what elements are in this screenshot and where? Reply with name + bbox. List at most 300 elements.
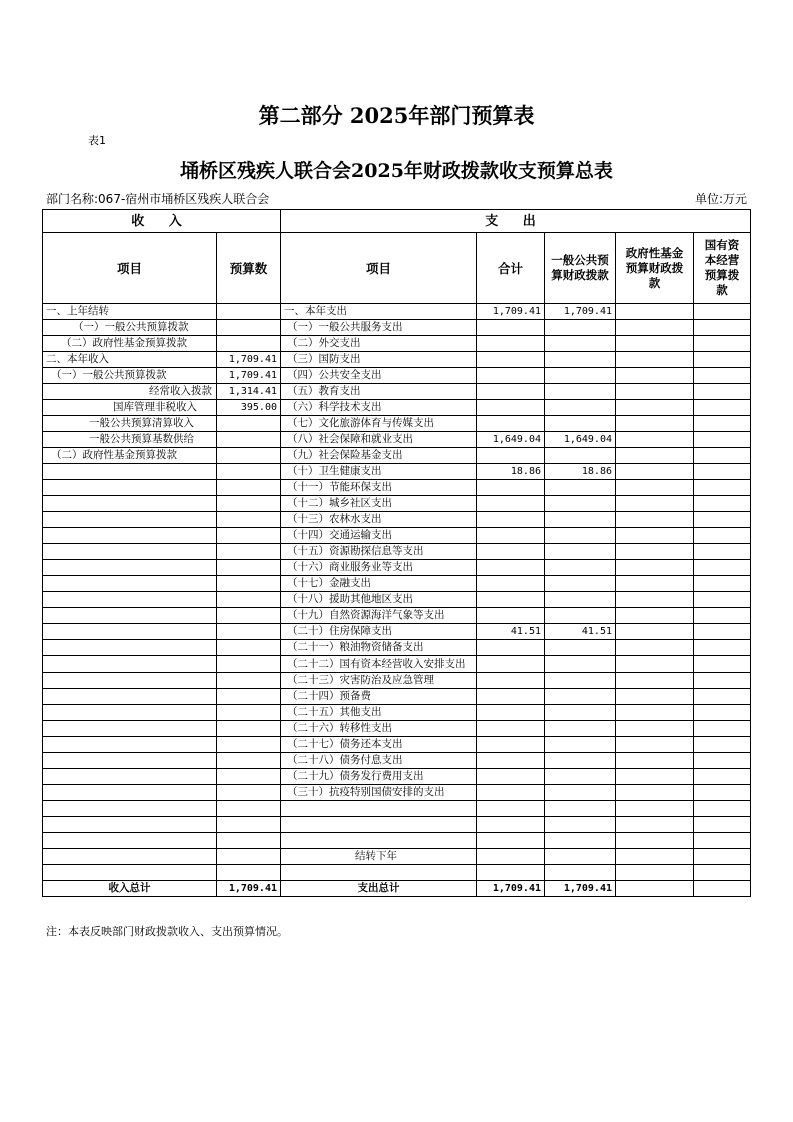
expense-item-cell: （十八）援助其他地区支出 xyxy=(281,592,477,608)
table-row xyxy=(43,544,751,560)
income-item-cell xyxy=(43,608,217,624)
fund-budget-cell xyxy=(616,833,694,849)
income-total-label: 收入总计 xyxy=(43,881,217,897)
table-row xyxy=(43,656,751,673)
income-item-cell: 一、上年结转 xyxy=(43,304,217,320)
expense-item-cell: （二十三）灾害防治及应急管理 xyxy=(281,673,477,689)
fund-budget-cell xyxy=(616,560,694,576)
state-capital-cell xyxy=(694,528,751,544)
income-value-cell xyxy=(217,560,281,576)
expense-total-cell xyxy=(477,608,545,624)
state-capital-cell xyxy=(694,384,751,400)
expense-total-cell xyxy=(477,673,545,689)
expense-item-cell xyxy=(281,801,477,817)
expense-total-cell xyxy=(477,320,545,336)
fund-budget-cell xyxy=(616,592,694,608)
general-budget-cell xyxy=(545,833,616,849)
income-group-header: 收 入 xyxy=(43,210,281,233)
general-budget-cell xyxy=(545,656,616,673)
expense-item-cell xyxy=(281,865,477,881)
part-title: 第二部分 2025年部门预算表 xyxy=(258,103,535,128)
fund-budget-cell xyxy=(616,416,694,432)
income-item-cell: 二、本年收入 xyxy=(43,352,217,368)
fund-budget-cell xyxy=(616,384,694,400)
expense-item-cell: （三十）抗疫特别国债安排的支出 xyxy=(281,785,477,801)
fund-budget-cell xyxy=(616,400,694,416)
table-row xyxy=(43,608,751,624)
general-budget-cell xyxy=(545,817,616,833)
state-capital-cell xyxy=(694,416,751,432)
general-budget-header: 一般公共预算财政拨款 xyxy=(545,233,616,304)
total-row xyxy=(43,881,751,897)
general-budget-cell xyxy=(545,849,616,865)
fund-budget-header: 政府性基金预算财政拨款 xyxy=(616,233,694,304)
fund-budget-cell xyxy=(616,817,694,833)
income-item-cell xyxy=(43,576,217,592)
state-capital-cell xyxy=(694,753,751,769)
general-budget-cell xyxy=(545,560,616,576)
income-budget-header: 预算数 xyxy=(217,233,281,304)
fund-budget-cell xyxy=(616,576,694,592)
table-row xyxy=(43,705,751,721)
income-value-cell xyxy=(217,432,281,448)
fund-budget-cell xyxy=(616,769,694,785)
expense-total-cell xyxy=(477,480,545,496)
department-name: 部门名称:067-宿州市埇桥区残疾人联合会 xyxy=(46,192,270,206)
income-value-cell: 395.00 xyxy=(217,400,281,416)
expense-item-cell: （十九）自然资源海洋气象等支出 xyxy=(281,608,477,624)
income-value-cell xyxy=(217,737,281,753)
expense-item-cell: （十六）商业服务业等支出 xyxy=(281,560,477,576)
table-row xyxy=(43,352,751,368)
income-item-cell: （一）一般公共预算拨款 xyxy=(43,368,217,384)
income-item-cell xyxy=(43,512,217,528)
expense-item-cell: （十二）城乡社区支出 xyxy=(281,496,477,512)
expense-total-value: 1,709.41 xyxy=(477,881,545,897)
state-capital-cell xyxy=(694,673,751,689)
state-total-value xyxy=(694,881,751,897)
income-value-cell xyxy=(217,721,281,737)
fund-budget-cell xyxy=(616,785,694,801)
income-value-cell xyxy=(217,849,281,865)
state-capital-cell xyxy=(694,544,751,560)
expense-item-cell xyxy=(281,817,477,833)
income-value-cell: 1,314.41 xyxy=(217,384,281,400)
fund-budget-cell xyxy=(616,544,694,560)
table-row xyxy=(43,865,751,881)
expense-item-header: 项目 xyxy=(281,233,477,304)
state-capital-cell xyxy=(694,624,751,640)
state-capital-cell xyxy=(694,304,751,320)
income-value-cell xyxy=(217,544,281,560)
income-item-cell xyxy=(43,769,217,785)
expense-total-cell xyxy=(477,785,545,801)
expense-total-cell xyxy=(477,656,545,673)
state-capital-cell xyxy=(694,448,751,464)
income-item-cell: 经常收入拨款 xyxy=(43,384,217,400)
state-capital-cell xyxy=(694,656,751,673)
table-row xyxy=(43,304,751,320)
general-budget-cell xyxy=(545,352,616,368)
income-item-cell xyxy=(43,705,217,721)
income-total-value: 1,709.41 xyxy=(217,881,281,897)
table-row xyxy=(43,689,751,705)
expense-item-cell: （十四）交通运输支出 xyxy=(281,528,477,544)
expense-total-cell xyxy=(477,769,545,785)
expense-item-cell: （二十一）粮油物资储备支出 xyxy=(281,640,477,656)
general-budget-cell xyxy=(545,753,616,769)
expense-total-cell xyxy=(477,368,545,384)
table-row xyxy=(43,801,751,817)
fund-budget-cell xyxy=(616,304,694,320)
expense-total-cell xyxy=(477,400,545,416)
expense-total-cell xyxy=(477,496,545,512)
fund-budget-cell xyxy=(616,705,694,721)
income-item-cell xyxy=(43,753,217,769)
state-capital-cell xyxy=(694,480,751,496)
expense-total-cell xyxy=(477,865,545,881)
general-budget-cell xyxy=(545,865,616,881)
table-row xyxy=(43,480,751,496)
table-row xyxy=(43,384,751,400)
income-item-cell xyxy=(43,865,217,881)
income-value-cell xyxy=(217,320,281,336)
budget-table xyxy=(42,209,751,897)
income-value-cell xyxy=(217,416,281,432)
state-capital-cell xyxy=(694,833,751,849)
table-row xyxy=(43,512,751,528)
general-budget-cell xyxy=(545,640,616,656)
expense-item-cell: （二十六）转移性支出 xyxy=(281,721,477,737)
fund-total-value xyxy=(616,881,694,897)
fund-budget-cell xyxy=(616,528,694,544)
income-item-cell xyxy=(43,673,217,689)
fund-budget-cell xyxy=(616,737,694,753)
expense-item-cell: （七）文化旅游体育与传媒支出 xyxy=(281,416,477,432)
expense-total-cell xyxy=(477,416,545,432)
expense-total-cell: 1,709.41 xyxy=(477,304,545,320)
table-row xyxy=(43,448,751,464)
state-capital-cell xyxy=(694,865,751,881)
state-capital-cell xyxy=(694,336,751,352)
fund-budget-cell xyxy=(616,480,694,496)
table-body xyxy=(43,304,751,881)
expense-item-cell: （十五）资源勘探信息等支出 xyxy=(281,544,477,560)
income-item-cell xyxy=(43,833,217,849)
state-capital-cell xyxy=(694,464,751,480)
table-row xyxy=(43,320,751,336)
table-row xyxy=(43,753,751,769)
general-budget-cell xyxy=(545,785,616,801)
expense-item-cell xyxy=(281,833,477,849)
state-capital-header: 国有资本经营预算拨款 xyxy=(694,233,751,304)
fund-budget-cell xyxy=(616,801,694,817)
income-item-cell: 一般公共预算清算收入 xyxy=(43,416,217,432)
general-budget-cell xyxy=(545,592,616,608)
table-row xyxy=(43,400,751,416)
state-capital-cell xyxy=(694,737,751,753)
income-item-cell xyxy=(43,737,217,753)
income-value-cell: 1,709.41 xyxy=(217,368,281,384)
state-capital-cell xyxy=(694,496,751,512)
state-capital-cell xyxy=(694,368,751,384)
income-value-cell xyxy=(217,865,281,881)
general-budget-cell xyxy=(545,689,616,705)
expense-total-cell xyxy=(477,592,545,608)
expense-item-cell: 结转下年 xyxy=(281,849,477,865)
income-item-cell xyxy=(43,464,217,480)
general-budget-cell xyxy=(545,673,616,689)
fund-budget-cell xyxy=(616,512,694,528)
fund-budget-cell xyxy=(616,640,694,656)
income-value-cell xyxy=(217,689,281,705)
income-item-cell xyxy=(43,624,217,640)
income-value-cell xyxy=(217,705,281,721)
fund-budget-cell xyxy=(616,432,694,448)
expense-item-cell: （四）公共安全支出 xyxy=(281,368,477,384)
expense-total-cell: 1,649.04 xyxy=(477,432,545,448)
general-budget-cell xyxy=(545,320,616,336)
state-capital-cell xyxy=(694,817,751,833)
table-row xyxy=(43,785,751,801)
fund-budget-cell xyxy=(616,721,694,737)
general-budget-cell xyxy=(545,528,616,544)
expense-item-cell: （八）社会保障和就业支出 xyxy=(281,432,477,448)
general-budget-cell xyxy=(545,368,616,384)
income-value-cell xyxy=(217,448,281,464)
expense-total-cell xyxy=(477,849,545,865)
general-budget-cell xyxy=(545,384,616,400)
income-item-cell xyxy=(43,656,217,673)
expense-total-cell xyxy=(477,544,545,560)
expense-total-cell xyxy=(477,560,545,576)
table-row xyxy=(43,592,751,608)
table-row xyxy=(43,849,751,865)
general-budget-cell xyxy=(545,737,616,753)
fund-budget-cell xyxy=(616,656,694,673)
fund-budget-cell xyxy=(616,689,694,705)
income-value-cell xyxy=(217,817,281,833)
state-capital-cell xyxy=(694,689,751,705)
state-capital-cell xyxy=(694,432,751,448)
expense-total-cell xyxy=(477,352,545,368)
fund-budget-cell xyxy=(616,849,694,865)
expense-item-cell: （九）社会保险基金支出 xyxy=(281,448,477,464)
expense-total-cell xyxy=(477,705,545,721)
income-value-cell xyxy=(217,480,281,496)
expense-total-cell xyxy=(477,448,545,464)
income-item-cell xyxy=(43,785,217,801)
fund-budget-cell xyxy=(616,448,694,464)
table-row xyxy=(43,336,751,352)
expense-item-cell: （三）国防支出 xyxy=(281,352,477,368)
fund-budget-cell xyxy=(616,336,694,352)
income-item-cell xyxy=(43,721,217,737)
state-capital-cell xyxy=(694,352,751,368)
state-capital-cell xyxy=(694,400,751,416)
fund-budget-cell xyxy=(616,673,694,689)
expense-item-cell: （十七）金融支出 xyxy=(281,576,477,592)
general-budget-cell xyxy=(545,480,616,496)
expense-total-cell xyxy=(477,576,545,592)
general-budget-cell xyxy=(545,416,616,432)
general-budget-cell xyxy=(545,496,616,512)
income-value-cell xyxy=(217,656,281,673)
state-capital-cell xyxy=(694,849,751,865)
income-item-cell xyxy=(43,528,217,544)
fund-budget-cell xyxy=(616,320,694,336)
general-budget-cell: 1,649.04 xyxy=(545,432,616,448)
expense-total-cell: 41.51 xyxy=(477,624,545,640)
fund-budget-cell xyxy=(616,496,694,512)
income-value-cell xyxy=(217,464,281,480)
expense-total-cell xyxy=(477,833,545,849)
expense-group-header: 支 出 xyxy=(281,210,751,233)
expense-total-cell xyxy=(477,689,545,705)
table-row xyxy=(43,673,751,689)
general-budget-cell xyxy=(545,721,616,737)
income-value-cell xyxy=(217,753,281,769)
general-budget-cell xyxy=(545,769,616,785)
general-budget-cell xyxy=(545,608,616,624)
fund-budget-cell xyxy=(616,753,694,769)
footnote: 注：本表反映部门财政拨款收入、支出预算情况。 xyxy=(46,925,288,938)
income-item-cell xyxy=(43,560,217,576)
expense-total-cell xyxy=(477,721,545,737)
general-budget-cell xyxy=(545,448,616,464)
income-item-cell: 国库管理非税收入 xyxy=(43,400,217,416)
expense-total-cell xyxy=(477,817,545,833)
table-row xyxy=(43,416,751,432)
table-row xyxy=(43,576,751,592)
table-row xyxy=(43,368,751,384)
table-row xyxy=(43,432,751,448)
expense-item-cell: （十一）节能环保支出 xyxy=(281,480,477,496)
income-value-cell xyxy=(217,576,281,592)
table-row xyxy=(43,624,751,640)
expense-total-cell xyxy=(477,512,545,528)
state-capital-cell xyxy=(694,640,751,656)
income-item-cell xyxy=(43,496,217,512)
income-value-cell xyxy=(217,833,281,849)
general-budget-cell xyxy=(545,400,616,416)
table-row xyxy=(43,560,751,576)
income-item-header: 项目 xyxy=(43,233,217,304)
expense-total-cell xyxy=(477,384,545,400)
table-row xyxy=(43,496,751,512)
state-capital-cell xyxy=(694,592,751,608)
expense-total-cell xyxy=(477,801,545,817)
income-item-cell xyxy=(43,801,217,817)
general-budget-cell xyxy=(545,512,616,528)
income-value-cell: 1,709.41 xyxy=(217,352,281,368)
general-budget-cell xyxy=(545,801,616,817)
income-value-cell xyxy=(217,673,281,689)
fund-budget-cell xyxy=(616,865,694,881)
income-value-cell xyxy=(217,785,281,801)
general-budget-cell xyxy=(545,576,616,592)
expense-item-cell: （二）外交支出 xyxy=(281,336,477,352)
fund-budget-cell xyxy=(616,352,694,368)
table-row xyxy=(43,721,751,737)
state-capital-cell xyxy=(694,721,751,737)
expense-item-cell: （二十四）预备费 xyxy=(281,689,477,705)
table-row xyxy=(43,737,751,753)
expense-item-cell: （一）一般公共服务支出 xyxy=(281,320,477,336)
general-budget-cell: 41.51 xyxy=(545,624,616,640)
income-item-cell xyxy=(43,640,217,656)
expense-item-cell: （二十）住房保障支出 xyxy=(281,624,477,640)
income-value-cell xyxy=(217,336,281,352)
income-value-cell xyxy=(217,304,281,320)
fund-budget-cell xyxy=(616,608,694,624)
expense-total-cell xyxy=(477,640,545,656)
income-item-cell: （二）政府性基金预算拨款 xyxy=(43,336,217,352)
expense-item-cell: （二十五）其他支出 xyxy=(281,705,477,721)
state-capital-cell xyxy=(694,769,751,785)
general-budget-cell xyxy=(545,705,616,721)
income-item-cell xyxy=(43,817,217,833)
expense-item-cell: （二十二）国有资本经营收入安排支出 xyxy=(281,656,477,673)
state-capital-cell xyxy=(694,801,751,817)
expense-item-cell: （十三）农林水支出 xyxy=(281,512,477,528)
income-value-cell xyxy=(217,512,281,528)
income-item-cell: （二）政府性基金预算拨款 xyxy=(43,448,217,464)
income-item-cell xyxy=(43,544,217,560)
expense-total-cell: 18.86 xyxy=(477,464,545,480)
unit-label: 单位:万元 xyxy=(694,192,747,206)
fund-budget-cell xyxy=(616,464,694,480)
income-item-cell xyxy=(43,480,217,496)
expense-item-cell: （五）教育支出 xyxy=(281,384,477,400)
expense-item-cell: （二十七）债务还本支出 xyxy=(281,737,477,753)
income-value-cell xyxy=(217,496,281,512)
expense-item-cell: （十）卫生健康支出 xyxy=(281,464,477,480)
income-value-cell xyxy=(217,528,281,544)
income-value-cell xyxy=(217,640,281,656)
income-item-cell xyxy=(43,689,217,705)
expense-item-cell: （二十八）债务付息支出 xyxy=(281,753,477,769)
expense-item-cell: （六）科学技术支出 xyxy=(281,400,477,416)
table-row xyxy=(43,817,751,833)
table-row xyxy=(43,833,751,849)
table-row xyxy=(43,769,751,785)
page-title: 埇桥区残疾人联合会2025年财政拨款收支预算总表 xyxy=(180,160,613,182)
income-item-cell xyxy=(43,849,217,865)
expense-item-cell: （二十九）债务发行费用支出 xyxy=(281,769,477,785)
state-capital-cell xyxy=(694,512,751,528)
expense-total-header: 合计 xyxy=(477,233,545,304)
table-row xyxy=(43,640,751,656)
expense-total-cell xyxy=(477,753,545,769)
income-item-cell xyxy=(43,592,217,608)
state-capital-cell xyxy=(694,608,751,624)
general-budget-cell: 18.86 xyxy=(545,464,616,480)
state-capital-cell xyxy=(694,785,751,801)
income-value-cell xyxy=(217,592,281,608)
state-capital-cell xyxy=(694,576,751,592)
income-value-cell xyxy=(217,608,281,624)
fund-budget-cell xyxy=(616,624,694,640)
expense-total-cell xyxy=(477,336,545,352)
income-item-cell: 一般公共预算基数供给 xyxy=(43,432,217,448)
table-number: 表1 xyxy=(88,134,106,147)
general-total-value: 1,709.41 xyxy=(545,881,616,897)
general-budget-cell xyxy=(545,336,616,352)
state-capital-cell xyxy=(694,705,751,721)
income-value-cell xyxy=(217,769,281,785)
fund-budget-cell xyxy=(616,368,694,384)
